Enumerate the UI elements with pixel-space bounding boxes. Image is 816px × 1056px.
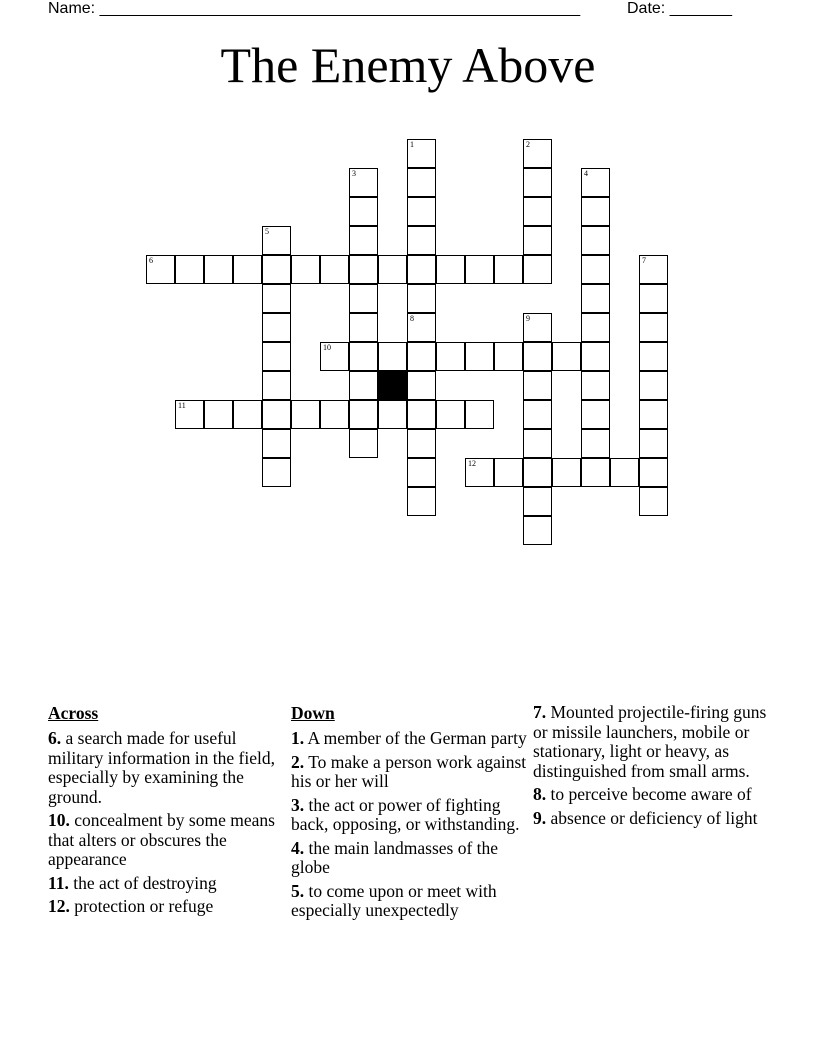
down-clues-column-continued: [533, 703, 769, 832]
grid-cell[interactable]: [639, 313, 668, 342]
grid-cell[interactable]: [639, 371, 668, 400]
grid-cell[interactable]: [407, 197, 436, 226]
grid-cell[interactable]: [349, 168, 378, 197]
grid-cell[interactable]: [494, 255, 523, 284]
clue-text: a search made for useful military information in the field, especially by examining the ground.: [48, 728, 275, 807]
grid-cell[interactable]: [523, 371, 552, 400]
cell-number: 2: [526, 140, 530, 149]
cell-number: 8: [410, 314, 414, 323]
grid-cell[interactable]: [552, 458, 581, 487]
across-clues-column: [48, 703, 284, 921]
clue-number: 11.: [48, 872, 69, 893]
clue-down-3: [291, 796, 527, 835]
clue-text: to come upon or meet with especially unexpectedly: [291, 880, 497, 920]
cell-number: 10: [323, 343, 331, 352]
grid-cell[interactable]: [639, 400, 668, 429]
grid-cell[interactable]: [639, 255, 668, 284]
clue-text: to perceive become aware of: [550, 784, 752, 804]
grid-cell[interactable]: [407, 400, 436, 429]
clue-down-4: [291, 839, 527, 878]
clue-text: To make a person work against his or her will: [291, 751, 527, 791]
grid-cell[interactable]: [581, 226, 610, 255]
grid-cell[interactable]: [465, 400, 494, 429]
cell-number: 12: [468, 459, 476, 468]
grid-cell[interactable]: [407, 139, 436, 168]
grid-cell[interactable]: [465, 342, 494, 371]
clue-down-2: [291, 753, 527, 792]
grid-cell[interactable]: [291, 400, 320, 429]
grid-cell[interactable]: [262, 400, 291, 429]
grid-cell[interactable]: [407, 284, 436, 313]
clue-across-11: [48, 874, 284, 894]
grid-cell[interactable]: [581, 255, 610, 284]
grid-cell[interactable]: [523, 197, 552, 226]
grid-cell[interactable]: [407, 429, 436, 458]
grid-cell[interactable]: [407, 313, 436, 342]
grid-cell[interactable]: [349, 371, 378, 400]
grid-cell[interactable]: [523, 429, 552, 458]
grid-cell[interactable]: [349, 313, 378, 342]
clue-number: 9.: [533, 807, 547, 828]
grid-cell[interactable]: [523, 342, 552, 371]
grid-cell[interactable]: [175, 255, 204, 284]
grid-cell[interactable]: [349, 400, 378, 429]
grid-cell[interactable]: [407, 458, 436, 487]
grid-cell[interactable]: [262, 458, 291, 487]
grid-cell[interactable]: [378, 342, 407, 371]
clue-down-8: [533, 785, 769, 805]
grid-cell[interactable]: [523, 139, 552, 168]
grid-cell[interactable]: [262, 284, 291, 313]
clue-text: absence or deficiency of light: [550, 807, 758, 828]
grid-cell[interactable]: [378, 255, 407, 284]
grid-cell[interactable]: [407, 371, 436, 400]
clue-number: 5.: [291, 880, 305, 901]
clue-text: A member of the German party: [307, 728, 527, 748]
grid-cell[interactable]: [523, 255, 552, 284]
grid-cell[interactable]: [320, 255, 349, 284]
grid-cell[interactable]: [523, 516, 552, 545]
grid-cell[interactable]: [465, 458, 494, 487]
grid-cell[interactable]: [581, 284, 610, 313]
clue-number: 7.: [533, 702, 547, 722]
clue-down-1: [291, 729, 527, 749]
grid-cell[interactable]: [262, 429, 291, 458]
grid-cell[interactable]: [262, 342, 291, 371]
grid-cell[interactable]: [523, 313, 552, 342]
grid-cell[interactable]: [204, 255, 233, 284]
grid-cell[interactable]: [639, 458, 668, 487]
grid-cell[interactable]: [175, 400, 204, 429]
clue-down-7: [533, 703, 769, 781]
grid-cell[interactable]: [349, 284, 378, 313]
clue-down-5: [291, 882, 527, 921]
grid-cell[interactable]: [146, 255, 175, 284]
grid-cell[interactable]: [581, 197, 610, 226]
grid-cell[interactable]: [610, 458, 639, 487]
clue-text: Mounted projectile-firing guns or missile launchers, mobile or stationary, light or heavy, as distinguished from small arms.: [533, 702, 767, 781]
grid-cell[interactable]: [407, 168, 436, 197]
clue-number: 12.: [48, 896, 70, 916]
grid-cell[interactable]: [262, 255, 291, 284]
grid-cell[interactable]: [349, 255, 378, 284]
grid-cell[interactable]: [494, 458, 523, 487]
grid-cell[interactable]: [523, 487, 552, 516]
clue-across-10: [48, 811, 284, 870]
cell-number: 3: [352, 169, 356, 178]
grid-cell[interactable]: [262, 313, 291, 342]
grid-cell[interactable]: [349, 197, 378, 226]
grid-cell[interactable]: [204, 400, 233, 429]
grid-cell[interactable]: [349, 342, 378, 371]
clue-number: 10.: [48, 810, 70, 830]
grid-cell[interactable]: [523, 400, 552, 429]
grid-cell[interactable]: [407, 226, 436, 255]
cell-number: 11: [178, 401, 186, 410]
grid-cell[interactable]: [639, 284, 668, 313]
grid-cell[interactable]: [378, 400, 407, 429]
clue-text: the act or power of fighting back, opposing, or withstanding.: [291, 794, 520, 834]
grid-cell[interactable]: [552, 342, 581, 371]
clue-across-6: [48, 729, 284, 807]
grid-cell[interactable]: [581, 168, 610, 197]
down-heading: Down: [291, 703, 335, 723]
grid-cell[interactable]: [233, 255, 262, 284]
grid-cell[interactable]: [407, 342, 436, 371]
grid-cell[interactable]: [349, 429, 378, 458]
clue-across-12: [48, 897, 284, 917]
grid-cell[interactable]: [639, 487, 668, 516]
grid-cell[interactable]: [465, 255, 494, 284]
grid-cell[interactable]: [523, 226, 552, 255]
grid-cell[interactable]: [581, 342, 610, 371]
grid-cell[interactable]: [581, 429, 610, 458]
grid-cell[interactable]: [639, 342, 668, 371]
grid-cell[interactable]: [233, 400, 262, 429]
page-title: The Enemy Above: [220, 37, 596, 93]
clue-number: 3.: [291, 794, 305, 815]
clue-number: 4.: [291, 837, 305, 858]
grid-cell[interactable]: [581, 400, 610, 429]
grid-cell[interactable]: [436, 400, 465, 429]
grid-cell[interactable]: [581, 371, 610, 400]
clue-text: concealment by some means that alters or obscures the appearance: [48, 810, 275, 869]
grid-cell[interactable]: [349, 226, 378, 255]
grid-cell[interactable]: [262, 226, 291, 255]
clue-text: protection or refuge: [74, 896, 214, 916]
cell-number: 5: [265, 227, 269, 236]
grid-cell[interactable]: [581, 313, 610, 342]
date-field-label: Date: _______: [627, 0, 732, 17]
cell-number: 9: [526, 314, 530, 323]
across-heading: Across: [48, 703, 99, 723]
blocked-cell: [378, 371, 407, 400]
clue-number: 8.: [533, 784, 547, 804]
clue-text: the act of destroying: [73, 872, 217, 893]
clue-number: 2.: [291, 751, 305, 772]
cell-number: 7: [642, 256, 646, 265]
grid-cell[interactable]: [262, 371, 291, 400]
cell-number: 4: [584, 169, 588, 178]
clue-number: 1.: [291, 728, 305, 748]
clue-down-9: [533, 809, 769, 829]
grid-cell[interactable]: [494, 342, 523, 371]
grid-cell[interactable]: [291, 255, 320, 284]
clue-text: the main landmasses of the globe: [291, 837, 499, 877]
grid-cell[interactable]: [407, 255, 436, 284]
grid-cell[interactable]: [320, 400, 349, 429]
grid-cell[interactable]: [639, 429, 668, 458]
grid-cell[interactable]: [320, 342, 349, 371]
grid-cell[interactable]: [523, 458, 552, 487]
clue-number: 6.: [48, 728, 62, 748]
grid-cell[interactable]: [523, 168, 552, 197]
name-field-label: Name: ______________________________________________________: [48, 0, 581, 17]
cell-number: 1: [410, 140, 414, 149]
grid-cell[interactable]: [407, 487, 436, 516]
grid-cell[interactable]: [581, 458, 610, 487]
grid-cell[interactable]: [436, 342, 465, 371]
down-clues-column: [291, 703, 527, 925]
grid-cell[interactable]: [436, 255, 465, 284]
cell-number: 6: [149, 256, 153, 265]
